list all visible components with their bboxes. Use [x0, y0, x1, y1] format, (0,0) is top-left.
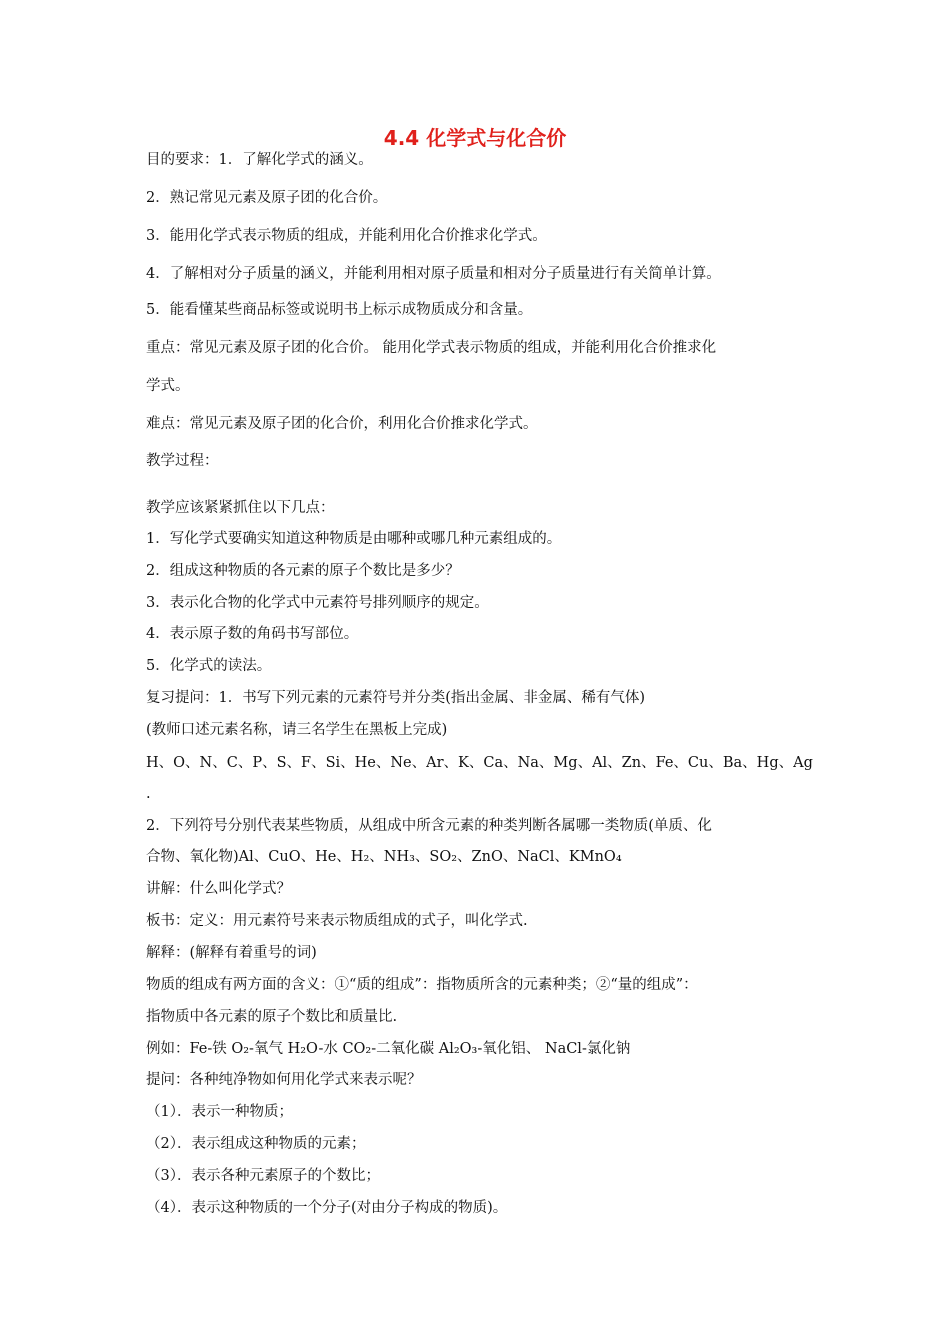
- text-line: 1．写化学式要确实知道这种物质是由哪种或哪几种元素组成的。: [146, 531, 562, 547]
- text-line: 4．表示原子数的角码书写部位。: [146, 626, 359, 642]
- text-line: 2．组成这种物质的各元素的原子个数比是多少？: [146, 563, 460, 579]
- text-line: 物质的组成有两方面的含义：①“质的组成”：指物质所含的元素种类；②“量的组成”：: [146, 977, 698, 993]
- text-line: （1）．表示一种物质；: [146, 1104, 293, 1120]
- text-line: 目的要求：1．了解化学式的涵义。: [146, 152, 373, 168]
- text-line: 例如：Fe-铁 O₂-氧气 H₂O-水 CO₂-二氧化碳 Al₂O₃-氧化铝、 NaCl-氯化钠: [146, 1041, 631, 1057]
- text-line: (教师口述元素名称，请三名学生在黑板上完成): [146, 722, 448, 738]
- text-line: （4）．表示这种物质的一个分子(对由分子构成的物质)。: [146, 1200, 508, 1216]
- text-line: 讲解：什么叫化学式？: [146, 881, 291, 897]
- text-line: 合物、氧化物)Al、CuO、He、H₂、NH₃、SO₂、ZnO、NaCl、KMnO₄: [146, 849, 622, 865]
- text-line: H、O、N、C、P、S、F、Si、He、Ne、Ar、K、Ca、Na、Mg、Al、Zn、Fe、Cu、Ba、Hg、Ag: [146, 755, 813, 771]
- text-line: 2．下列符号分别代表某些物质，从组成中所含元素的种类判断各属哪一类物质(单质、化: [146, 818, 712, 834]
- text-line: 难点：常见元素及原子团的化合价，利用化合价推求化学式。: [146, 416, 538, 432]
- text-line: （2）．表示组成这种物质的元素；: [146, 1136, 366, 1152]
- text-line: 3．表示化合物的化学式中元素符号排列顺序的规定。: [146, 595, 489, 611]
- text-line: 5．能看懂某些商品标签或说明书上标示成物质成分和含量。: [146, 302, 533, 318]
- text-line: 复习提问：1．书写下列元素的元素符号并分类(指出金属、非金属、稀有气体): [146, 690, 646, 706]
- text-line: 指物质中各元素的原子个数比和质量比.: [146, 1009, 398, 1025]
- text-line: （3）．表示各种元素原子的个数比；: [146, 1168, 380, 1184]
- document-title: 4.4 化学式与化合价: [383, 126, 567, 150]
- text-line: 学式。: [146, 378, 190, 394]
- text-line: .: [146, 786, 151, 802]
- text-line: 教学过程：: [146, 453, 219, 469]
- text-line: 教学应该紧紧抓住以下几点：: [146, 500, 335, 516]
- text-line: 解释：(解释有着重号的词): [146, 945, 317, 961]
- text-line: 重点：常见元素及原子团的化合价。 能用化学式表示物质的组成，并能利用化合价推求化: [146, 340, 717, 356]
- text-line: 5．化学式的读法。: [146, 658, 272, 674]
- text-line: 提问：各种纯净物如何用化学式来表示呢？: [146, 1072, 422, 1088]
- text-line: 4．了解相对分子质量的涵义，并能利用相对原子质量和相对分子质量进行有关简单计算。: [146, 266, 721, 282]
- text-line: 3．能用化学式表示物质的组成，并能利用化合价推求化学式。: [146, 228, 547, 244]
- text-line: 板书：定义：用元素符号来表示物质组成的式子，叫化学式.: [146, 913, 528, 929]
- text-line: 2．熟记常见元素及原子团的化合价。: [146, 190, 388, 206]
